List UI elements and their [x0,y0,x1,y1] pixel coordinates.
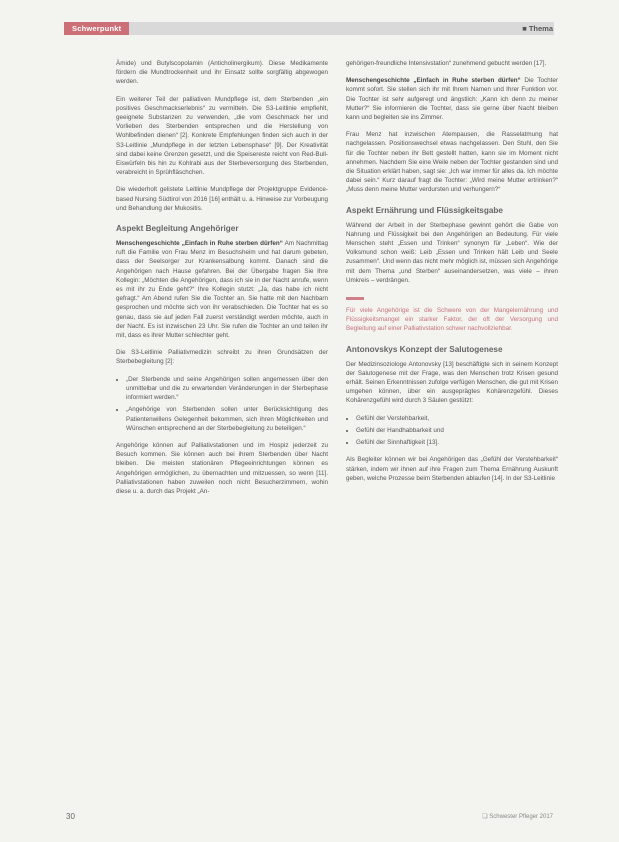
case-story-text: Die Tochter kommt sofort. Sie stellen sich ihr mit Ihrem Namen und Ihrer Funktion vor. Die Tochter ist sehr aufgeregt und ängstlich: „Kann ich denn zu meiner Mutter?“ Sie informieren die Tochter, dass sie gerne über Nacht bleiben kann und begleiten sie ins Zimmer. [346,77,559,122]
paragraph: Der Medizinsoziologe Antonovsky [13] beschäftigte sich in seinem Konzept der Salutogenese mit der Frage, was den Menschen trotz Krisen gesund erhält. Seinen Erkenntnissen zufolge verfügen Menschen, die gut mit Krisen umgehen können, über ein ausgeprägtes Kohärenzgefühl. Dieses Kohärenzgefühl wird durch 3 Säulen gestützt: [346,360,558,405]
paragraph: Die S3-Leitlinie Palliativmedizin schreibt zu ihren Grundsätzen der Sterbebegleitung [2]: [116,349,328,366]
paragraph: Ein weiterer Teil der palliativen Mundpflege ist, dem Sterbenden „ein positives Geschmackserlebnis“ zu vermitteln. Die S3-Leitlinie empfiehlt, geeignete Substanzen zu verwenden, „die vom Geschmack her und Vorlieben des Sterbenden entsprechen und die Herstellung von Wohlbefinden dienen“ [2]. Konkrete Empfehlungen finden sich auch in der S3-Leitlinie „Mundpflege in der letzten Lebensphase“ [9]. Der Kreativität sind dabei keine Grenzen gesetzt, und die Speisereste reicht von Red-Bull-Eiswürfeln bis hin zu Kohlrabi aus der Sterbeversorgung des Sterbenden, verabreicht in Sprühfläschchen. [116,95,328,177]
list-item: • Gefühl der Sinnhaftigkeit [13]. [356,438,558,447]
section-heading-relatives: Aspekt Begleitung Angehöriger [116,224,239,234]
section-heading-antonovsky: Antonovskys Konzept der Salutogenese [346,344,503,354]
section-heading-nutrition: Aspekt Ernährung und Flüssigkeitsgabe [346,205,503,215]
case-story-label: Menschengeschichte „Einfach in Ruhe sterben dürfen“ [346,77,521,85]
page-number: 30 [66,812,75,821]
section-tab: Schwerpunkt [64,22,129,35]
case-story-1 [116,239,328,340]
list-item: • „Angehörige von Sterbenden sollen unter Berücksichtigung des Patientenwillens Gelegenheit bekommen, sich ihren Möglichkeiten und Wünschen entsprechend an der Sterbebegleitung zu beteiligen.“ [126,405,328,433]
paragraph: gehörigen-freundliche Intensivstation“ zunehmend gebucht werden [17]. [346,60,547,67]
paragraph: Ämide) und Butylscopolamin (Anticholinergikum). Diese Medikamente fördern die Mundtrockenheit und ihr Einsatz sollte sorgfältig abgewogen werden. [116,60,328,86]
salutogenesis-list [346,414,558,448]
guideline-list [116,375,328,433]
paragraph: Während der Arbeit in der Sterbephase gewinnt gehört die Gabe von Nahrung und Flüssigkeit bei den Angehörigen an Bedeutung. Für viele Menschen steht „Essen und Trinken“ synonym für „Leben“. Wie der Volksmund schon weiß: Leib „Essen und Trinken hält Leib und Seele zusammen“. Und wenn das nicht mehr möglich ist, müssen sich Angehörige mit dem Thema „und Sterben“ auseinandersetzen, was viele – ihren Umkreis – verdrängen. [346,221,558,284]
list-item: • Gefühl der Verstehbarkeit, [356,414,558,423]
paragraph: Angehörige können auf Palliativstationen und im Hospiz jederzeit zu Besuch kommen. Sie können auch bei ihrem Sterbenden über Nacht bleiben. Die meisten stationären Pflegeeinrichtungen können es Angehörigen ermöglichen, zu übernachten und mitzuessen, so wenn [11]. Palliativstationen haben zuweilen noch nicht Besucherzimmern, wohin diese u. a. durch das Projekt „An- [116,441,328,495]
highlight-box: Für viele Angehörige ist die Schwere von der Mangelernährung und Flüssigkeitsmangel ein starker Faktor, der oft der Versorgung und Begleitung auf einer Palliativstation schwer nachvollziehbar. [346,307,558,333]
paragraph: Als Begleiter können wir bei Angehörigen das „Gefühl der Verstehbarkeit“ stärken, indem wir ihnen auf ihre Fragen zum Thema Ernährung Auskunft geben, welche Prozesse beim Sterbenden ablaufen [14]. In der S3-Leitlinie [346,456,558,482]
right-column [346,59,558,491]
list-item: • Gefühl der Handhabbarkeit und [356,426,558,435]
topic-label: ■ Thema [522,24,553,33]
highlight-divider [346,297,364,300]
header-bar [64,22,554,35]
case-story-2 [346,76,558,122]
journal-reference: ❏ Schwester Pfleger 2017 [482,814,553,820]
left-column [116,59,328,504]
case-story-label: Menschengeschichte „Einfach in Ruhe sterben dürfen“ [116,240,283,248]
paragraph: Die wiederholt gelistete Leitlinie Mundpflege der Projektgruppe Evidence-based Nursing Südtirol von 2016 [16] enthält u. a. Hinweise zur Vorbeugung und Behandlung der Mukositis. [116,186,328,212]
paragraph: Frau Menz hat inzwischen Atempausen, die Rasselatmung hat nachgelassen. Positionswechsel etwas nachgelassen. Den Stuhl, den Sie für die Tochter neben ihr Bett gestellt hatten, kann sie im Moment nicht annehmen. Nachdem Sie eine Weile neben der Tochter gestanden sind und die Situation erklärt haben, sagt sie: „Ich war immer für alles da. Ich möchte dabei sein.“ Kurz darauf fragt die Tochter: „Wird meine Mutter ertrinken?“ „Muss denn meine Mutter verdursten und verhungern?“ [346,131,558,194]
list-item: • „Der Sterbende und seine Angehörigen sollen angemessen über den unmittelbar und die zu erwartenden Veränderungen in der Sterbephase informiert werden.“ [126,375,328,403]
case-story-text: Am Nachmittag ruft die Familie von Frau Menz im Besuchsheim und hat darum gebeten, dass der Seelsorger zur Krankensalbung kommt. Danach sind die Angehörigen nach Hause gefahren. Bei der Übergabe fragen Sie Ihre Kollegin: „Möchten die Angehörigen, dass ich sie in der Nacht anrufe, wenn es mit ihr zu Ende geht?“ Ihre Kollegin stutzt: „Ja, das habe ich nicht gefragt.“ Am Abend rufen Sie die Tochter an. Sie hatte mit den Nachbarn gesprochen und möchte sich von ihr verabschieden. Die Tochter hat es so genau, dass sie auf jeden Fall zuerst verständigt werden möchte, auch in der Nacht. Es ist inzwischen 23 Uhr. Sie rufen die Tochter an und teilen ihr mit, dass es ihrer Mutter schlechter geht. [116,240,328,340]
